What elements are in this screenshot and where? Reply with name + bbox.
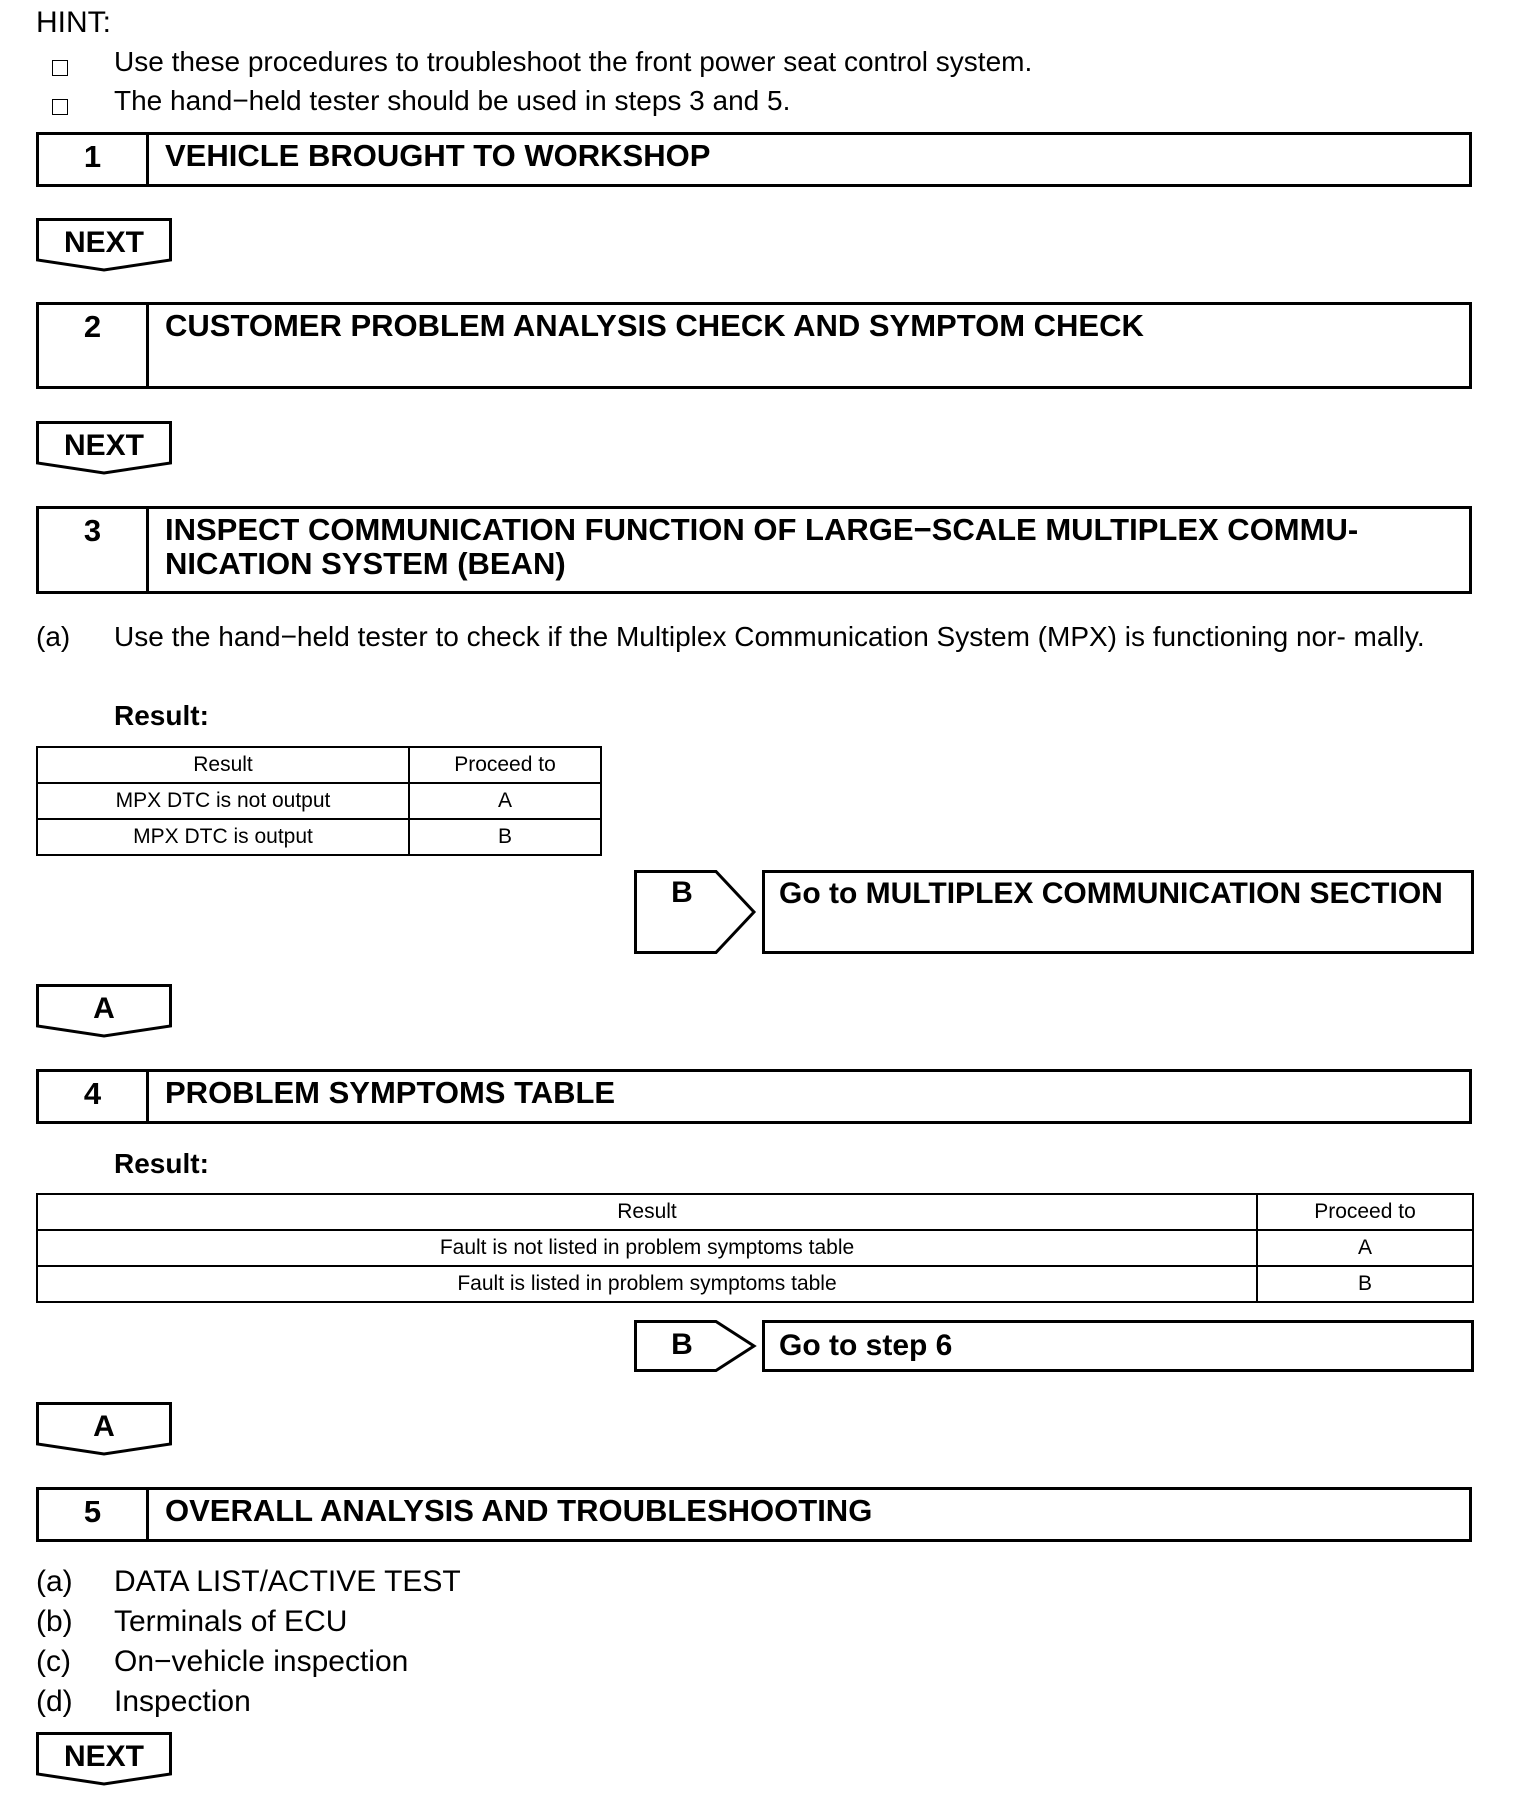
result-heading: Result: xyxy=(114,700,209,731)
table-header-cell: Proceed to xyxy=(1257,1194,1473,1230)
table-header-cell: Result xyxy=(37,747,409,783)
table-row xyxy=(37,783,601,819)
table-header-cell: Result xyxy=(37,1194,1257,1230)
branch-b-goto xyxy=(634,1320,1474,1372)
step-number: 2 xyxy=(39,305,149,386)
table-header-row xyxy=(37,1194,1473,1230)
step-title: VEHICLE BROUGHT TO WORKSHOP xyxy=(165,138,711,173)
table-cell: A xyxy=(409,783,601,819)
step-number: 5 xyxy=(39,1490,149,1539)
branch-b-goto xyxy=(634,870,1474,954)
next-arrow-button: NEXT xyxy=(36,421,172,485)
checkbox-square-icon xyxy=(52,60,68,76)
checkbox-square-icon xyxy=(52,99,68,115)
step-number: 3 xyxy=(39,509,149,591)
next-arrow-button: NEXT xyxy=(36,218,172,282)
table-cell: A xyxy=(1257,1230,1473,1266)
step-3-instruction: (a) Use the hand−held tester to check if the Multiplex Communication System (MPX) is functioning nor- mally. xyxy=(36,621,1425,652)
step-number: 1 xyxy=(39,135,149,184)
step-4-result-table xyxy=(36,1193,1474,1303)
step-3-header xyxy=(36,506,1472,594)
table-cell: MPX DTC is output xyxy=(37,819,409,855)
table-row xyxy=(37,1266,1473,1302)
step-1-header xyxy=(36,132,1472,187)
table-row xyxy=(37,819,601,855)
branch-a-arrow: A xyxy=(36,1402,172,1466)
step-title: CUSTOMER PROBLEM ANALYSIS CHECK AND SYMPTOM CHECK xyxy=(165,308,1144,343)
table-cell: Fault is not listed in problem symptoms table xyxy=(37,1230,1257,1266)
result-heading: Result: xyxy=(114,1148,209,1179)
branch-letter: B xyxy=(671,1328,693,1361)
step-5-header xyxy=(36,1487,1472,1542)
table-cell: MPX DTC is not output xyxy=(37,783,409,819)
step-title: OVERALL ANALYSIS AND TROUBLESHOOTING xyxy=(165,1493,873,1528)
step-4-header xyxy=(36,1069,1472,1124)
table-header-cell: Proceed to xyxy=(409,747,601,783)
table-cell: B xyxy=(1257,1266,1473,1302)
step-title: INSPECT COMMUNICATION FUNCTION OF LARGE−SCALE MULTIPLEX COMMU- NICATION SYSTEM (BEAN) xyxy=(165,512,1359,581)
goto-message: Go to step 6 xyxy=(779,1329,953,1362)
next-arrow-button: NEXT xyxy=(36,1732,172,1796)
table-cell: Fault is listed in problem symptoms table xyxy=(37,1266,1257,1302)
goto-message-box xyxy=(762,870,1474,954)
table-header-row xyxy=(37,747,601,783)
branch-a-arrow: A xyxy=(36,984,172,1048)
goto-message-box xyxy=(762,1320,1474,1372)
hint-label: HINT: xyxy=(36,6,111,39)
step-number: 4 xyxy=(39,1072,149,1121)
goto-message: Go to MULTIPLEX COMMUNICATION SECTION xyxy=(779,877,1443,910)
table-row xyxy=(37,1230,1473,1266)
step-2-header xyxy=(36,302,1472,389)
step-3-result-table xyxy=(36,746,602,856)
table-cell: B xyxy=(409,819,601,855)
step-title: PROBLEM SYMPTOMS TABLE xyxy=(165,1075,616,1110)
branch-letter: B xyxy=(671,876,693,909)
